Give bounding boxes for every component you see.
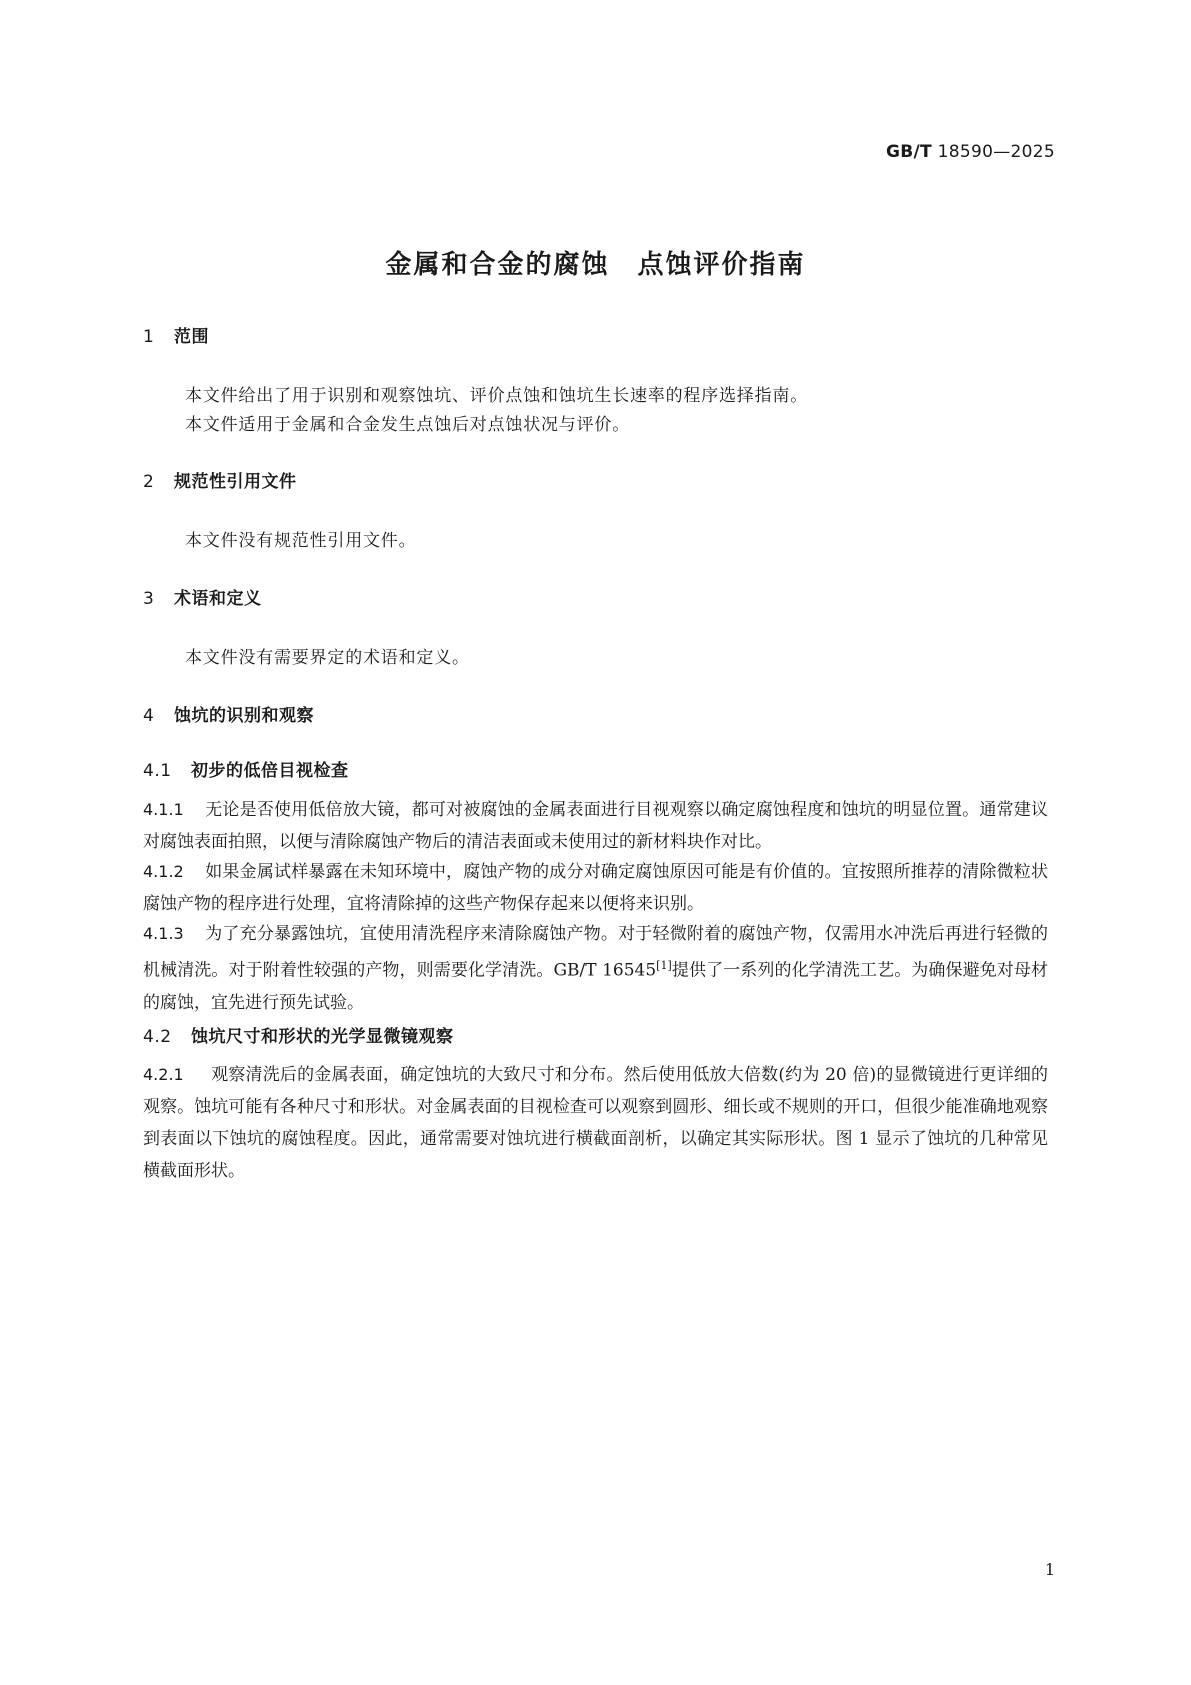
section-4-1-heading [143, 756, 349, 781]
section-number: 4.2 [143, 1027, 172, 1047]
standard-code-number: 18590—2025 [937, 142, 1055, 162]
section-1-paragraph-2: 本文件适用于金属和合金发生点蚀后对点蚀状况与评价。 [185, 415, 630, 435]
section-3-heading [143, 584, 262, 609]
section-title: 范围 [174, 327, 209, 347]
standard-code [886, 142, 1055, 162]
document-title: 金属和合金的腐蚀 点蚀评价指南 [385, 250, 806, 280]
section-number: 4.1 [143, 761, 172, 781]
section-1-paragraph-1: 本文件给出了用于识别和观察蚀坑、评价点蚀和蚀坑生长速率的程序选择指南。 [185, 386, 808, 406]
section-number: 1 [143, 327, 155, 347]
clause-number: 4.1.2 [143, 862, 184, 881]
clause-4-1-1 [143, 794, 1048, 858]
section-1-heading [143, 322, 209, 347]
section-2-paragraph-1: 本文件没有规范性引用文件。 [185, 531, 417, 551]
section-title: 蚀坑尺寸和形状的光学显微镜观察 [191, 1027, 454, 1047]
clause-text: 无论是否使用低倍放大镜，都可对被腐蚀的金属表面进行目视观察以确定腐蚀程度和蚀坑的明显位置。通常建议对腐蚀表面拍照，以便与清除腐蚀产物后的清洁表面或未使用过的新材料块作对比。 [143, 800, 1048, 852]
clause-4-1-2 [143, 856, 1048, 920]
section-2-heading [143, 467, 297, 492]
clause-number: 4.1.1 [143, 800, 184, 819]
clause-text: 如果金属试样暴露在未知环境中，腐蚀产物的成分对确定腐蚀原因可能是有价值的。宜按照所推荐的清除微粒状腐蚀产物的程序进行处理，宜将清除掉的这些产物保存起来以便将来识别。 [143, 862, 1048, 914]
clause-text: 为了充分暴露蚀坑，宜使用清洗程序来清除腐蚀产物。对于轻微附着的腐蚀产物，仅需用水冲洗后再进行轻微的机械清洗。对于附着性较强的产物，则需要化学清洗。GB/T 16545 [143, 924, 1048, 981]
section-title: 规范性引用文件 [174, 472, 297, 492]
clause-text: 观察清洗后的金属表面，确定蚀坑的大致尺寸和分布。然后使用低放大倍数(约为 20 倍)的显微镜进行更详细的观察。蚀坑可能有各种尺寸和形状。对金属表面的目视检查可以观察到圆形、细长或不规则的开口，但很少能准确地观察到表面以下蚀坑的腐蚀程度。因此，通常需要对蚀坑进行横截面剖析，以确定其实际形状。图 1 显示了蚀坑的几种常见横截面形状。 [143, 1065, 1048, 1181]
reference-citation[interactable]: [1] [656, 959, 672, 972]
clause-number: 4.1.3 [143, 924, 184, 943]
standard-code-prefix: GB/T [886, 142, 932, 162]
section-title: 蚀坑的识别和观察 [174, 706, 314, 726]
section-3-paragraph-1: 本文件没有需要界定的术语和定义。 [185, 648, 470, 668]
clause-4-1-3 [143, 918, 1048, 1019]
clause-4-2-1 [143, 1059, 1048, 1187]
section-number: 2 [143, 472, 155, 492]
clause-number: 4.2.1 [143, 1065, 184, 1084]
section-4-2-heading [143, 1022, 454, 1047]
section-title: 初步的低倍目视检查 [191, 761, 349, 781]
section-number: 3 [143, 589, 155, 609]
clause-text-continued: 提供了一系列的化学清洗工艺。为确保避免对母材的腐蚀，宜先进行预先试验。 [143, 960, 1049, 1013]
page-number: 1 [1044, 1560, 1055, 1579]
section-4-heading [143, 701, 314, 726]
section-number: 4 [143, 706, 155, 726]
section-title: 术语和定义 [174, 589, 262, 609]
